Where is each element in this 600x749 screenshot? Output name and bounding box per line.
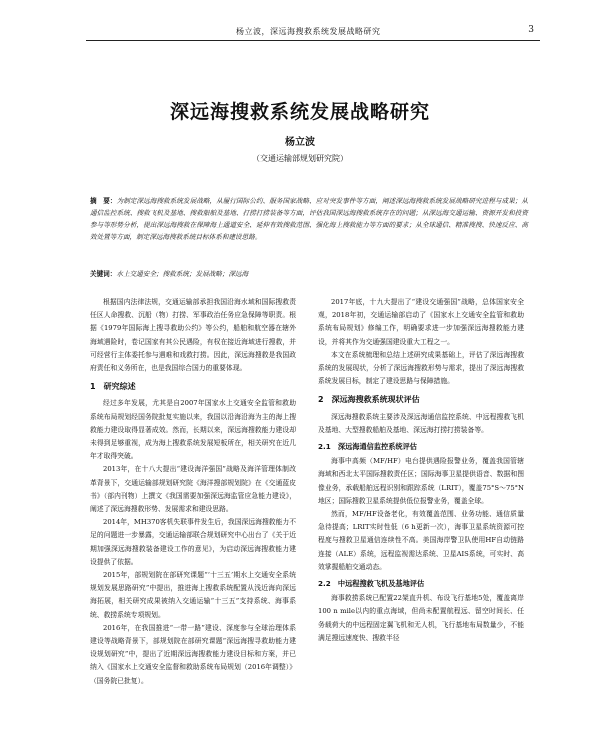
subsection-heading-2-1: 2.1 深远海通信监控系统评估 [318, 442, 417, 452]
keywords-label: 关键词： [90, 270, 117, 278]
abstract-label: 摘 要： [90, 197, 117, 205]
running-title: 杨立波，深远海搜救系统发展战略研究 [236, 27, 381, 36]
section1-paragraph-4: 2015年，部规划院在部研究课题“‘十三五’期水上交通安全系统规划发展思路研究”中提出，推进海上搜救系统配置从浅近海向深远海拓展，相关研究成果被纳入交通运输“十三五”支持系统、海事系统、救捞系统专项规划。 [90, 571, 296, 619]
section22-paragraph-1: 海事救捞系统已配置22架直升机、布设飞行基地5处，覆盖离岸100 n mile以内的重点海域，但尚未配置航程远、留空时间长、任务载荷大的中远程固定翼飞机和无人机，飞行基地布局数量少，不能满足搜远速度快、搜救半径 [318, 594, 524, 642]
section2-paragraph-1: 深远海搜救系统主要涉及深远海通信监控系统、中远程搜救飞机及基地、大型搜救船舶及基地、深远海打捞打捞装备等。 [318, 412, 524, 434]
section1-paragraph-5: 2016年，在我国推进“一带一路”建设、深度参与全球治理体系建设等战略背景下，部规划院在部研究课题“深远海搜寻救助能力建设规划研究”中，提出了近期深远海搜救能力建设目标和方案，并已纳入《国家水上交通安全监督和救助系统布局规划（2016年调整）》（国务院已批复）。 [90, 623, 296, 685]
section21-paragraph-2: 然而，MF/HF设备老化，有效覆盖范围、业务功能、通信质量急待提高；LRIT实时性低（6 h更新一次），海事卫星系统资源可控程度与搜救卫星通信连续性不高。美国海岸警卫队使用HF自动链路连接（ALE）系统，远程监视需达系统、卫星AIS系统，可实时、高效掌握船舶交通动态。 [318, 510, 524, 571]
paper-title: 深远海搜救系统发展战略研究 [169, 101, 430, 123]
section1-paragraph-6: 2017年底，十九大提出了“建设交通强国”战略，总体国家安全观，2018年初，交通运输部启动了《国家水上交通安全监管和救助系统布局规划》修编工作，明确要求进一步加强深远海搜救能力建设，并将其作为交通强国建设重大工程之一。 [318, 298, 524, 346]
keywords [90, 268, 528, 280]
section-heading-2: 2 深远海搜救系统现状评估 [318, 395, 420, 405]
keywords-text: 水上交通安全；搜救系统；发展战略；深远海 [116, 270, 249, 278]
affiliation: （交通运输部规划研究院） [252, 154, 348, 163]
page-number: 3 [528, 25, 534, 35]
intro-paragraph: 根据国内法律法规，交通运输部承担我国沿海水域和国际搜救责任区人命搜救、沉船（物）打捞、军事政治任务应急保障等职责。根据《1979年国际海上搜寻救助公约》等公约，船舶和航空器在辖外海域遇险时，卷记国家有其公民遇险，有权在接近海域进行搜救，并可经营行主体委托参与遇难和戏救打捞。因此，深远海搜救是我国政府责任和义务所在，也是我国综合国力的重要体现。 [90, 298, 296, 373]
left-column [90, 296, 296, 688]
right-column [318, 296, 524, 645]
section-heading-1: 1 研究综述 [90, 382, 136, 392]
abstract [90, 195, 528, 243]
running-head [86, 24, 540, 41]
section1-paragraph-7: 本文在系统梳理和总结上述研究成果基础上，评估了深远海搜救系统的发展现状，分析了深远海搜救形势与需求，提出了深远海搜救系统发展目标，制定了建设思路与保障措施。 [318, 350, 524, 386]
section21-paragraph-1: 海事中高频（MF/HF）电台提供遇险报警业务，覆盖我国管辖海域和西北太平国际搜救责任区；国际海事卫星提供语音、数据和图像业务，承载船舶远程识别和跟踪系统（LRIT），覆盖75°S～75°N地区；国际搜救卫星系统提供低位报警业务，覆盖全球。 [318, 457, 524, 505]
section1-paragraph-1: 经过多年发展，尤其是自2007年国家水上交通安全监管和救助系统布局规划经国务院批复实施以来，我国以沿海沿海为主的海上搜救能力建设取得显著成效。然而，长期以来，深远海搜救能力建设却未得到足够重视，成为海上搜救系统发展短板所在，相关研究在近几年才取得突破。 [90, 399, 296, 461]
section1-paragraph-2: 2013年，在十八大提出“建设海洋强国”战略及海洋管理体制改革背景下，交通运输部规划研究院《海洋搜部规划院》在《交通蓝皮书》（部内刊物）上撰文《我国需要加强深远海监管应急能力建设》，阐述了深远海搜救形势、发展需求和建设思路。 [90, 465, 296, 514]
abstract-text: 为制定深远海搜救系统发展战略，从履行国际公约、服务国家战略、应对突发事件等方面，阐述深远海搜救系统发展战略研究进程与成果；从通信监控系统、搜救飞机及基地、搜救船舶及基地、打捞打捞装备等方面，评估我国深远海搜救系统存在的问题；从深远海交通运输、资源开发和投资参与等形势分析，提出深远海搜救在保障海上通道安全、延伸有效搜救范围、强化海上搜救能力等方面的要求；从全球通信、精准搜搜、快速反应、高效处置等方面，制定深远海搜救系统目标体系和建设思路。 [90, 197, 529, 242]
section1-paragraph-3: 2014年，MH370客机失联事件发生后，我国深远海搜救能力不足的问题进一步暴露，交通运输部联合规划研究中心出台了《关于近期加强深远海搜救装备建设工作的意见》，为启动深远海搜救能力建设提供了依据。 [90, 518, 296, 566]
author-name: 杨立波 [285, 137, 315, 148]
subsection-heading-2-2: 2.2 中远程搜救飞机及基地评估 [318, 579, 425, 589]
